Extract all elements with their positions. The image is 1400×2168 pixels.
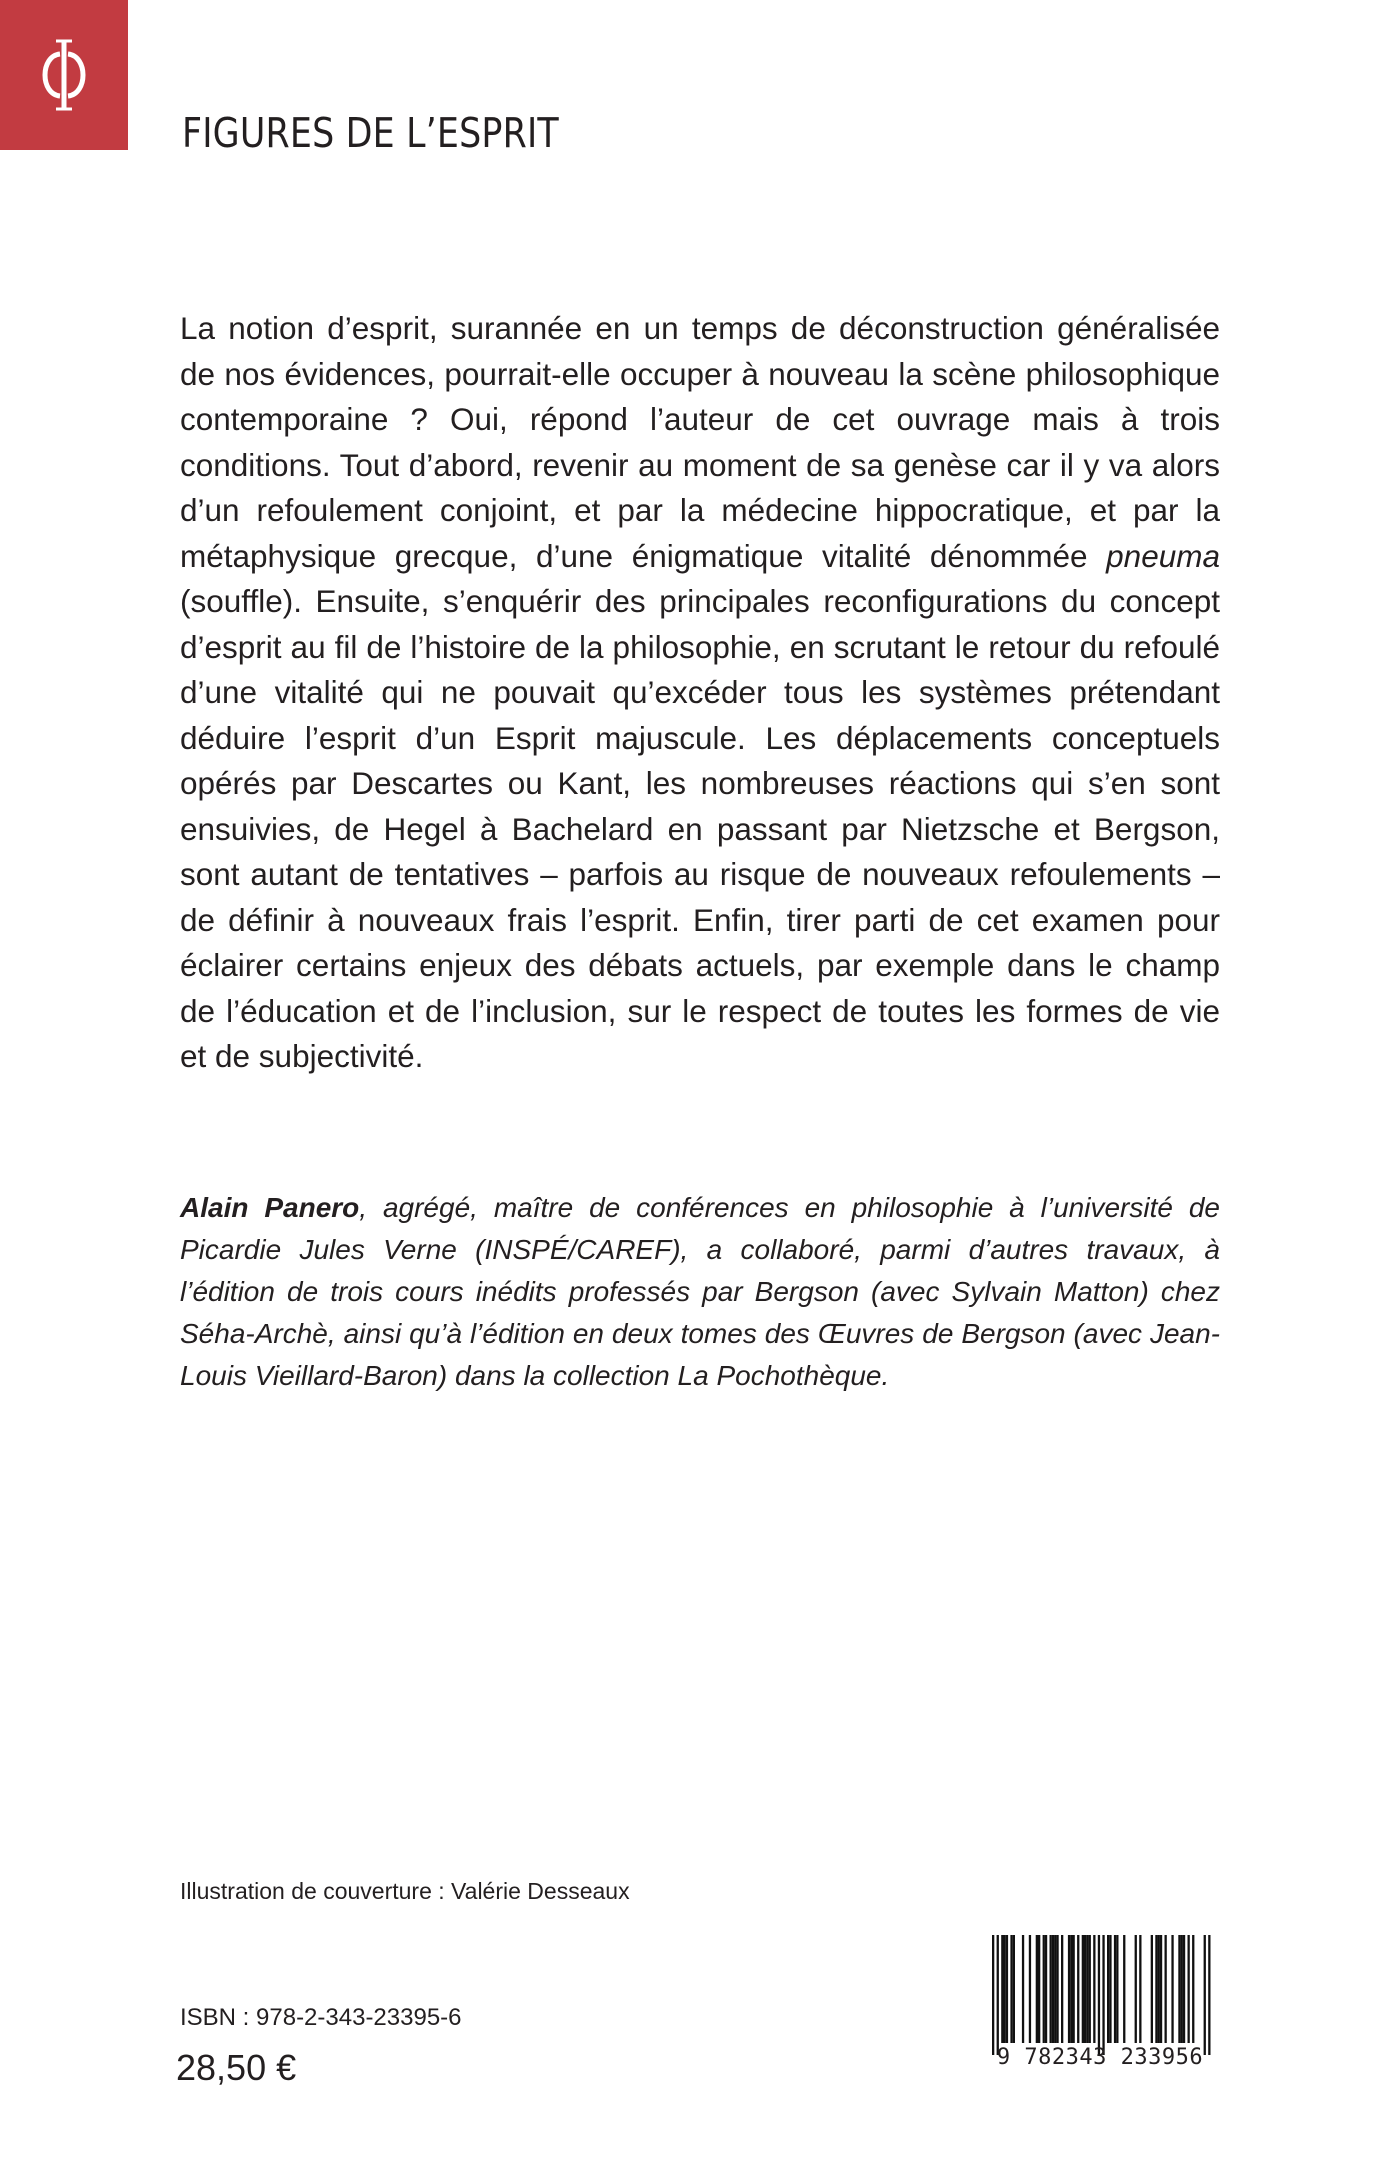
barcode-bar bbox=[1098, 1935, 1100, 2055]
series-title: FIGURES DE L’ESPRIT bbox=[182, 109, 559, 157]
barcode-bar bbox=[1022, 1935, 1024, 2043]
barcode-bar bbox=[1052, 1935, 1054, 2043]
barcode-bar bbox=[1178, 1935, 1180, 2043]
price: 28,50 € bbox=[176, 2047, 297, 2088]
author-biography bbox=[180, 1187, 1220, 1397]
summary-italic-term: pneuma bbox=[1106, 537, 1220, 574]
barcode-digits: 9 782343 233956 bbox=[996, 2045, 1204, 2070]
barcode-bar bbox=[1045, 1935, 1047, 2043]
barcode-bar bbox=[1135, 1935, 1137, 2043]
barcode-bar bbox=[1061, 1935, 1063, 2043]
barcode-bar bbox=[1160, 1935, 1162, 2043]
phi-logo-icon bbox=[32, 30, 96, 120]
barcode-bar bbox=[1077, 1935, 1079, 2043]
barcode-bar bbox=[1006, 1935, 1008, 2043]
author-name: Alain Panero bbox=[180, 1192, 360, 1223]
barcode-bar bbox=[1093, 1935, 1095, 2043]
barcode-bar bbox=[1192, 1935, 1194, 2043]
barcode-bar bbox=[1089, 1935, 1091, 2043]
barcode-bar bbox=[1013, 1935, 1015, 2043]
barcode-bar bbox=[1155, 1935, 1157, 2043]
barcode-bar bbox=[1001, 1935, 1003, 2043]
barcode-bar bbox=[1082, 1935, 1084, 2043]
barcode-bar bbox=[1102, 1935, 1104, 2055]
publisher-logo bbox=[0, 0, 128, 150]
barcode-bar bbox=[1004, 1935, 1006, 2043]
barcode-bar bbox=[1038, 1935, 1040, 2043]
barcode-bar bbox=[1171, 1935, 1173, 2043]
barcode-bar bbox=[1086, 1935, 1088, 2043]
barcode-bar bbox=[997, 1935, 999, 2055]
illustration-credit: Illustration de couverture : Valérie Desseaux bbox=[180, 1878, 630, 1904]
barcode-bar bbox=[1114, 1935, 1116, 2043]
barcode-bar bbox=[1188, 1935, 1190, 2043]
barcode-bar bbox=[1029, 1935, 1031, 2043]
barcode-bar bbox=[1084, 1935, 1086, 2043]
barcode-bar bbox=[1050, 1935, 1052, 2043]
barcode-bar bbox=[1165, 1935, 1167, 2043]
barcode-bar bbox=[1056, 1935, 1058, 2043]
barcode-bar bbox=[1109, 1935, 1111, 2043]
barcode-bar bbox=[992, 1935, 994, 2055]
barcode-bar bbox=[1036, 1935, 1038, 2043]
book-summary bbox=[180, 306, 1220, 1080]
barcode-bar bbox=[1123, 1935, 1125, 2043]
summary-text-part-1: La notion d’esprit, surannée en un temps de déconstruction généralisée de nos évidences, pourrait-elle occuper à nouveau la scène philosophique contemporaine ? Oui, répond l’auteur de cet ouvrage mais à trois conditions. Tout d’abord, revenir au moment de sa genèse car il y va alors d’un refoulement conjoint, et par la médecine hippocratique, et par la métaphysique grecque, d’une énigmatique vitalité dénommée bbox=[180, 310, 1220, 574]
isbn: ISBN : 978-2-343-23395-6 bbox=[180, 2004, 462, 2031]
barcode-bar bbox=[1151, 1935, 1153, 2043]
barcode-bar bbox=[1204, 1935, 1206, 2055]
summary-text-part-2: (souffle). Ensuite, s’enquérir des principales reconfigurations du concept d’esprit au fil de l’histoire de la philosophie, en scrutant le retour du refoulé d’une vitalité qui ne pouvait qu’excéder tous les systèmes prétendant déduire l’esprit d’un Esprit majuscule. Les déplacements conceptuels opérés par Descartes ou Kant, les nombreuses réactions qui s’en sont ensuivies, de Hegel à Bachelard en passant par Nietzsche et Bergson, sont autant de tentatives – parfois au risque de nouveaux refoulements – de définir à nouveaux frais l’esprit. Enfin, tirer parti de cet examen pour éclairer certains enjeux des débats actuels, par exemple dans le champ de l’éducation et de l’inclusion, sur le respect de toutes les formes de vie et de subjectivité. bbox=[180, 583, 1220, 1074]
barcode-bar bbox=[1116, 1935, 1118, 2043]
barcode-bar bbox=[1054, 1935, 1056, 2043]
barcode-bar bbox=[1010, 1935, 1012, 2043]
barcode-bar bbox=[1107, 1935, 1109, 2043]
barcode-bar bbox=[1183, 1935, 1185, 2043]
barcode-bar bbox=[1139, 1935, 1141, 2043]
barcode-bar bbox=[1158, 1935, 1160, 2043]
barcode-bar bbox=[1181, 1935, 1183, 2043]
barcode-bar bbox=[1073, 1935, 1075, 2043]
barcode-bar bbox=[1068, 1935, 1070, 2043]
barcode-bar bbox=[1208, 1935, 1210, 2055]
barcode-bar bbox=[1043, 1935, 1045, 2043]
barcode-bar bbox=[1070, 1935, 1072, 2043]
author-bio-text: , agrégé, maître de conférences en philosophie à l’université de Picardie Jules Verne (INSPÉ/CAREF), a collaboré, parmi d’autres travaux, à l’édition de trois cours inédits professés par Bergson (avec Sylvain Matton) chez Séha-Archè, ainsi qu’à l’édition en deux tomes des Œuvres de Bergson (avec Jean-Louis Vieillard-Baron) dans la collection La Pochothèque. bbox=[180, 1192, 1220, 1391]
